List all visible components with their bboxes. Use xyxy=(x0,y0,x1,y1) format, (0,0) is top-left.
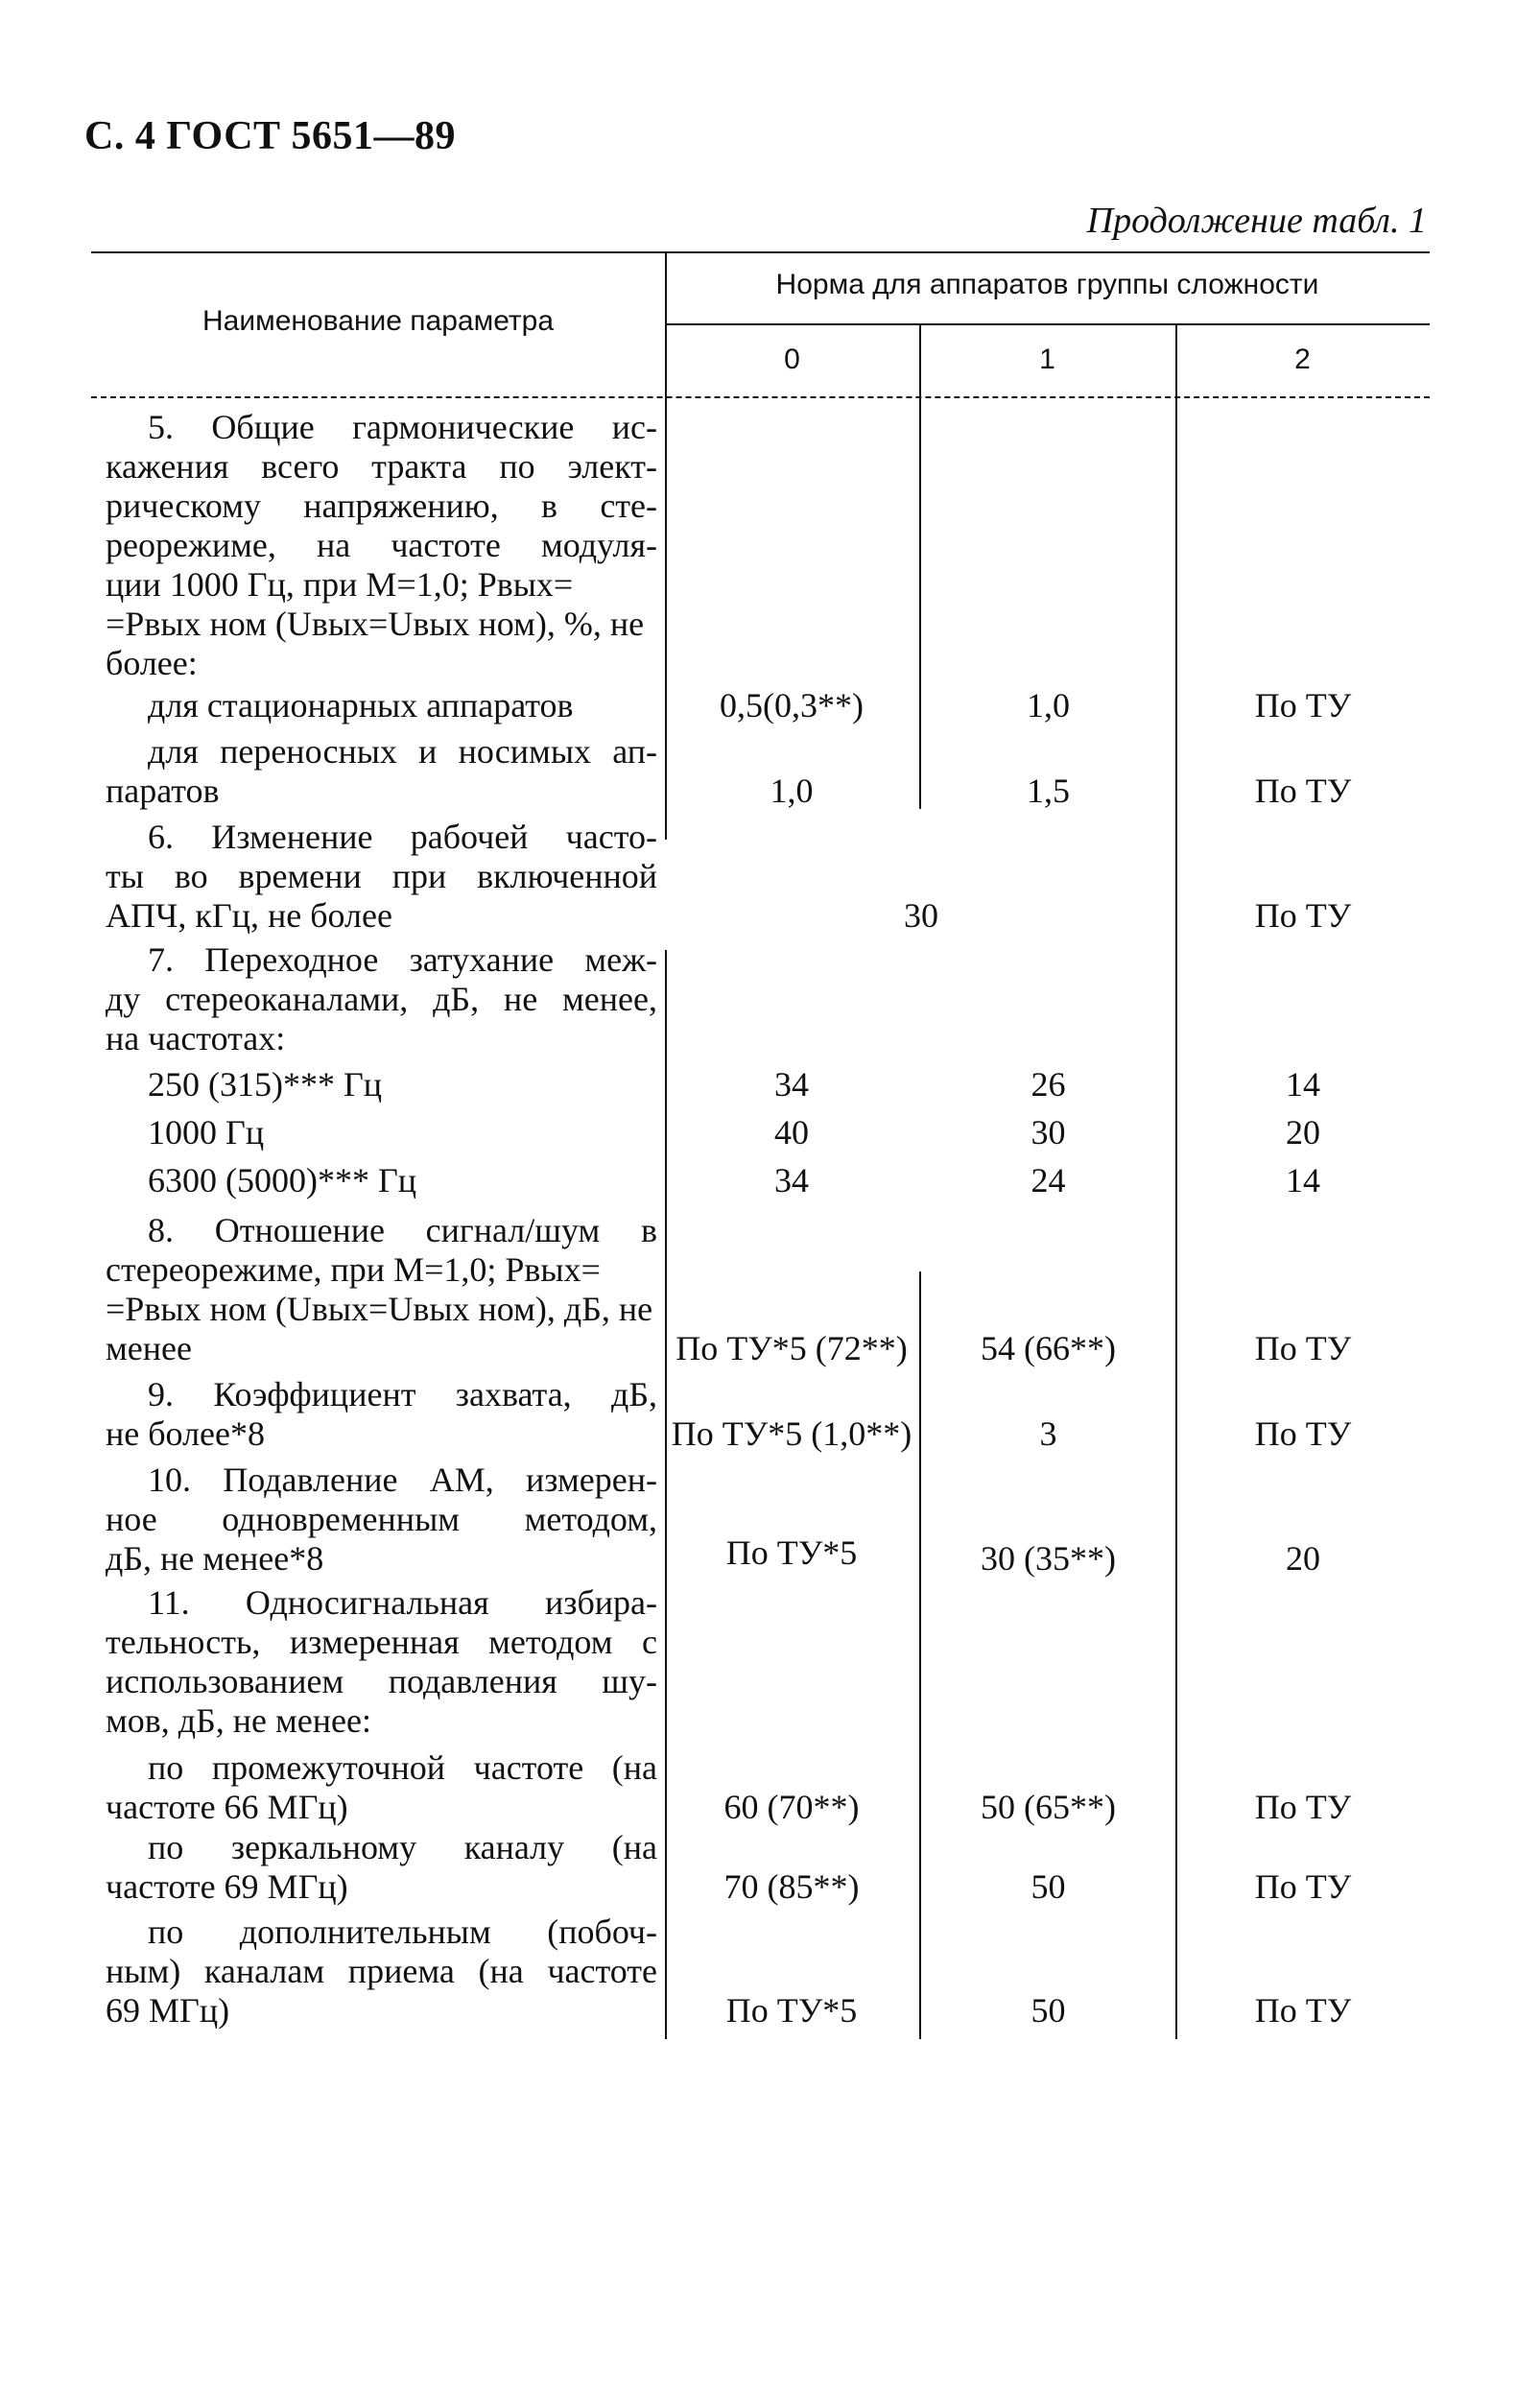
value-r8-g2: По ТУ xyxy=(1254,1329,1352,1367)
value-r11c-g1: 50 xyxy=(1031,1991,1066,2030)
table-top-rule xyxy=(91,251,1430,253)
value-r9-g2: По ТУ xyxy=(1254,1414,1352,1453)
param-row-7: 7. Переходное затухание меж- ду стереоканалами, дБ, не менее, на частотах: xyxy=(106,940,657,1057)
value-r5a-g2: По ТУ xyxy=(1254,686,1352,724)
param-row-5-portable: для переносных и носимых ап- паратов xyxy=(106,732,657,810)
value-r11a-g0: 60 (70**) xyxy=(723,1788,860,1826)
value-r7a-g0: 34 xyxy=(774,1065,809,1104)
value-r8-g0: По ТУ*5 (72**) xyxy=(675,1329,908,1367)
value-r8-g1: 54 (66**) xyxy=(981,1329,1116,1367)
value-r11a-g2: По ТУ xyxy=(1254,1788,1352,1826)
value-r5b-g2: По ТУ xyxy=(1254,772,1352,810)
value-r5a-g0: 0,5(0,3**) xyxy=(720,686,864,724)
value-r9-g1: 3 xyxy=(1039,1414,1057,1453)
value-r7a-g2: 14 xyxy=(1286,1065,1320,1104)
group-header-1: 1 xyxy=(1039,344,1055,375)
page-reference: С. 4 ГОСТ 5651—89 xyxy=(84,114,457,158)
param-row-7-250hz: 250 (315)*** Гц xyxy=(148,1065,383,1104)
param-row-5: 5. Общие гармонические ис- кажения всего тракта по элект- рическому напряжению, в сте- реорежиме, на частоте модуля- ции 1000 Гц, при M=1,0; Pвых= =Pвых ном (Uвых=Uвых ном), %, не более: xyxy=(106,408,657,682)
value-r10-g0: По ТУ*5 xyxy=(725,1533,858,1572)
col-divider-g1 xyxy=(1175,396,1177,2039)
value-r6-span-g0-g1: 30 xyxy=(904,896,938,935)
value-r11b-g1: 50 xyxy=(1031,1867,1066,1906)
param-row-11-spurious: по дополнительным (побоч- ным) каналам приема (на частоте 69 МГц) xyxy=(106,1912,657,2030)
value-r5b-g0: 1,0 xyxy=(770,772,814,810)
param-row-11-image: по зеркальному каналу (на частоте 69 МГц) xyxy=(106,1828,657,1906)
value-r7b-g0: 40 xyxy=(774,1113,809,1152)
col-divider-g0-a xyxy=(919,396,921,809)
param-row-11: 11. Односигнальная избира- тельность, измеренная методом с использованием подавления шу- мов, дБ, не менее: xyxy=(106,1583,657,1740)
col-divider-g0-b xyxy=(919,1271,921,2039)
value-r10-g1: 30 (35**) xyxy=(981,1539,1116,1578)
param-row-5-stationary: для стационарных аппаратов xyxy=(148,686,574,724)
header-bottom-rule xyxy=(91,396,1430,398)
column-header-parameter: Наименование параметра xyxy=(201,305,555,337)
value-r7b-g2: 20 xyxy=(1286,1113,1320,1152)
value-r11b-g2: По ТУ xyxy=(1254,1867,1352,1906)
value-r11c-g2: По ТУ xyxy=(1254,1991,1352,2030)
value-r7c-g1: 24 xyxy=(1031,1161,1066,1200)
value-r5b-g1: 1,5 xyxy=(1027,772,1070,810)
value-r11b-g0: 70 (85**) xyxy=(723,1867,860,1906)
value-r7c-g0: 34 xyxy=(774,1161,809,1200)
table-continuation-label: Продолжение табл. 1 xyxy=(1086,201,1427,241)
param-row-9: 9. Коэффициент захвата, дБ, не более*8 xyxy=(106,1375,657,1453)
param-row-8: 8. Отношение сигнал/шум в стереорежиме, при M=1,0; Pвых= =Pвых ном (Uвых=Uвых ном), дБ, не менее xyxy=(106,1211,657,1367)
param-row-11-if: по промежуточной частоте (на частоте 66 МГц) xyxy=(106,1748,657,1826)
value-r9-g0: По ТУ*5 (1,0**) xyxy=(671,1414,912,1453)
value-r10-g2: 20 xyxy=(1286,1539,1320,1578)
param-row-10: 10. Подавление АМ, измерен- ное одновременным методом, дБ, не менее*8 xyxy=(106,1461,657,1578)
param-row-7-6300hz: 6300 (5000)*** Гц xyxy=(148,1161,417,1200)
value-r7b-g1: 30 xyxy=(1031,1113,1066,1152)
param-row-6: 6. Изменение рабочей часто- ты во времени при включенной АПЧ, кГц, не более xyxy=(106,818,657,935)
value-r11c-g0: По ТУ*5 xyxy=(725,1991,858,2030)
value-r11a-g1: 50 (65**) xyxy=(981,1788,1116,1826)
column-header-norm: Норма для аппаратов группы сложности xyxy=(775,269,1319,300)
value-r7c-g2: 14 xyxy=(1286,1161,1320,1200)
value-r7a-g1: 26 xyxy=(1031,1065,1066,1104)
value-r5a-g1: 1,0 xyxy=(1027,686,1070,724)
value-r6-g2: По ТУ xyxy=(1254,896,1352,935)
group-header-rule xyxy=(665,323,1430,325)
group-header-2: 2 xyxy=(1294,344,1311,375)
param-row-7-1000hz: 1000 Гц xyxy=(148,1113,265,1152)
group-header-0: 0 xyxy=(784,344,800,375)
